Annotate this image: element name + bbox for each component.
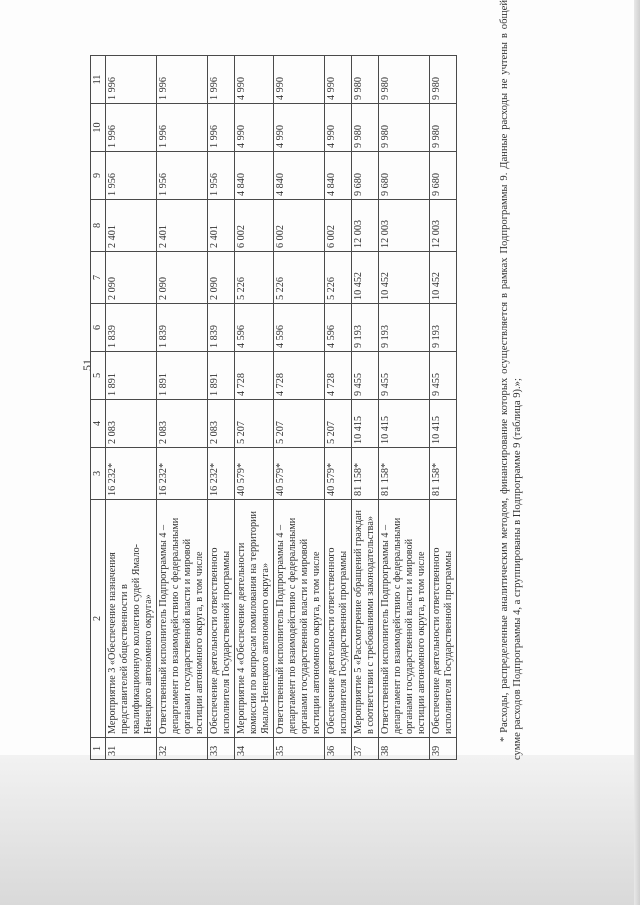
row-value: 1 956: [157, 152, 208, 200]
column-header: 4: [91, 400, 106, 448]
row-value: 4 990: [325, 56, 352, 104]
row-value: 1 996: [157, 56, 208, 104]
row-value: 40 579*: [274, 448, 325, 500]
row-value: 4 840: [325, 152, 352, 200]
row-name: Мероприятие 3 «Обеспечение назначения представителей общественности в квалификационную коллегию судей Ямало-Ненецкого автономного округа»: [106, 500, 157, 738]
row-number: 37: [352, 738, 379, 760]
row-value: 10 415: [430, 400, 457, 448]
row-name: Мероприятие 5 «Рассмотрение обращений граждан в соответствии с требованиями законодательства»: [352, 500, 379, 738]
row-value: 1 839: [208, 304, 235, 352]
row-value: 1 839: [157, 304, 208, 352]
column-header: 11: [91, 56, 106, 104]
table-row: [235, 56, 274, 760]
column-header: 8: [91, 200, 106, 252]
column-header: 2: [91, 500, 106, 738]
row-name: Ответственный исполнитель Подпрограммы 4 – департамент по взаимодействию с федеральными органами государственной власти и мировой юстиции автономного округа, в том числе: [157, 500, 208, 738]
row-value: 4 728: [235, 352, 274, 400]
row-number: 39: [430, 738, 457, 760]
row-value: 1 956: [106, 152, 157, 200]
row-name: Ответственный исполнитель Подпрограммы 4 – департамент по взаимодействию с федеральными органами государственной власти и мировой юстиции автономного округа, в том числе: [379, 500, 430, 738]
scan-shadow-right: [634, 0, 640, 905]
table-header-row: [91, 56, 106, 760]
row-name: Обеспечение деятельности ответственного исполнителя Государственной программы: [430, 500, 457, 738]
row-value: 2 401: [157, 200, 208, 252]
row-name: Обеспечение деятельности ответственного исполнителя Государственной программы: [325, 500, 352, 738]
table-row: [274, 56, 325, 760]
row-value: 1 891: [208, 352, 235, 400]
row-number: 35: [274, 738, 325, 760]
row-value: 9 455: [352, 352, 379, 400]
page-number: 51: [80, 359, 94, 371]
row-value: 5 207: [235, 400, 274, 448]
row-value: 81 158*: [430, 448, 457, 500]
row-value: 2 083: [106, 400, 157, 448]
rotated-page-content: [80, 0, 590, 760]
row-value: 9 193: [352, 304, 379, 352]
row-value: 9 193: [430, 304, 457, 352]
row-value: 81 158*: [379, 448, 430, 500]
row-name: Мероприятие 4 «Обеспечение деятельности комиссии по вопросам помилования на территории Ямало-Ненецкого автономного округа»: [235, 500, 274, 738]
row-number: 38: [379, 738, 430, 760]
column-header: 6: [91, 304, 106, 352]
row-name: Обеспечение деятельности ответственного исполнителя Государственной программы: [208, 500, 235, 738]
row-value: 9 980: [352, 104, 379, 152]
row-value: 9 680: [430, 152, 457, 200]
row-value: 6 002: [325, 200, 352, 252]
row-value: 9 193: [379, 304, 430, 352]
row-value: 10 452: [430, 252, 457, 304]
row-value: 9 980: [352, 56, 379, 104]
row-value: 4 596: [325, 304, 352, 352]
row-value: 1 996: [106, 104, 157, 152]
row-value: 5 226: [325, 252, 352, 304]
row-value: 1 891: [157, 352, 208, 400]
row-number: 33: [208, 738, 235, 760]
row-value: 9 680: [352, 152, 379, 200]
row-value: 9 980: [379, 104, 430, 152]
row-value: 1 956: [208, 152, 235, 200]
column-header: 10: [91, 104, 106, 152]
row-value: 2 401: [208, 200, 235, 252]
row-value: 9 980: [430, 104, 457, 152]
row-value: 4 840: [235, 152, 274, 200]
column-header: 1: [91, 738, 106, 760]
row-value: 12 003: [430, 200, 457, 252]
row-value: 5 226: [274, 252, 325, 304]
row-value: 12 003: [379, 200, 430, 252]
row-value: 10 415: [352, 400, 379, 448]
row-value: 4 728: [274, 352, 325, 400]
row-number: 31: [106, 738, 157, 760]
table-row: [325, 56, 352, 760]
row-value: 4 990: [325, 104, 352, 152]
table-row: [352, 56, 379, 760]
table-row: [106, 56, 157, 760]
row-value: 4 728: [325, 352, 352, 400]
row-value: 2 083: [157, 400, 208, 448]
row-value: 9 680: [379, 152, 430, 200]
column-header: 7: [91, 252, 106, 304]
row-value: 9 455: [379, 352, 430, 400]
row-value: 9 980: [430, 56, 457, 104]
row-value: 4 990: [274, 104, 325, 152]
row-value: 12 003: [352, 200, 379, 252]
row-name: Ответственный исполнитель Подпрограммы 4 – департамент по взаимодействию с федеральными органами государственной власти и мировой юстиции автономного округа, в том числе: [274, 500, 325, 738]
column-header: 5: [91, 352, 106, 400]
row-value: 4 990: [235, 104, 274, 152]
footnote-text: * Расходы, распределенные аналитическим методом, финансирование которых осуществляется в рамках Подпрограммы 9. Данные расходы не учтены в общей сумме расходов Подпрограммы 4, а сгруппированы в Подпрограмме 9 (таблица 9).»;: [499, 0, 523, 760]
row-value: 5 207: [274, 400, 325, 448]
row-number: 34: [235, 738, 274, 760]
row-value: 81 158*: [352, 448, 379, 500]
row-value: 1 996: [208, 104, 235, 152]
row-value: 10 415: [379, 400, 430, 448]
column-header: 3: [91, 448, 106, 500]
budget-table: [90, 55, 457, 760]
table-row: [430, 56, 457, 760]
row-value: 10 452: [379, 252, 430, 304]
row-value: 9 455: [430, 352, 457, 400]
row-value: 2 090: [157, 252, 208, 304]
row-value: 1 891: [106, 352, 157, 400]
row-value: 1 996: [208, 56, 235, 104]
row-value: 1 996: [106, 56, 157, 104]
row-value: 1 996: [157, 104, 208, 152]
row-value: 40 579*: [235, 448, 274, 500]
row-value: 5 207: [325, 400, 352, 448]
row-value: 4 840: [274, 152, 325, 200]
column-header: 9: [91, 152, 106, 200]
row-value: 4 990: [274, 56, 325, 104]
row-value: 16 232*: [157, 448, 208, 500]
row-value: 4 990: [235, 56, 274, 104]
row-value: 16 232*: [208, 448, 235, 500]
row-number: 32: [157, 738, 208, 760]
row-value: 10 452: [352, 252, 379, 304]
row-value: 1 839: [106, 304, 157, 352]
table-row: [379, 56, 430, 760]
row-value: 2 090: [208, 252, 235, 304]
table-row: [208, 56, 235, 760]
row-value: 4 596: [235, 304, 274, 352]
row-value: 2 401: [106, 200, 157, 252]
row-value: 5 226: [235, 252, 274, 304]
row-value: 4 596: [274, 304, 325, 352]
row-value: 16 232*: [106, 448, 157, 500]
table-row: [157, 56, 208, 760]
row-value: 2 083: [208, 400, 235, 448]
row-value: 40 579*: [325, 448, 352, 500]
scan-shadow-bottom: [0, 755, 640, 905]
row-value: 6 002: [235, 200, 274, 252]
row-value: 2 090: [106, 252, 157, 304]
row-value: 6 002: [274, 200, 325, 252]
footnote: [498, 0, 524, 760]
row-number: 36: [325, 738, 352, 760]
row-value: 9 980: [379, 56, 430, 104]
